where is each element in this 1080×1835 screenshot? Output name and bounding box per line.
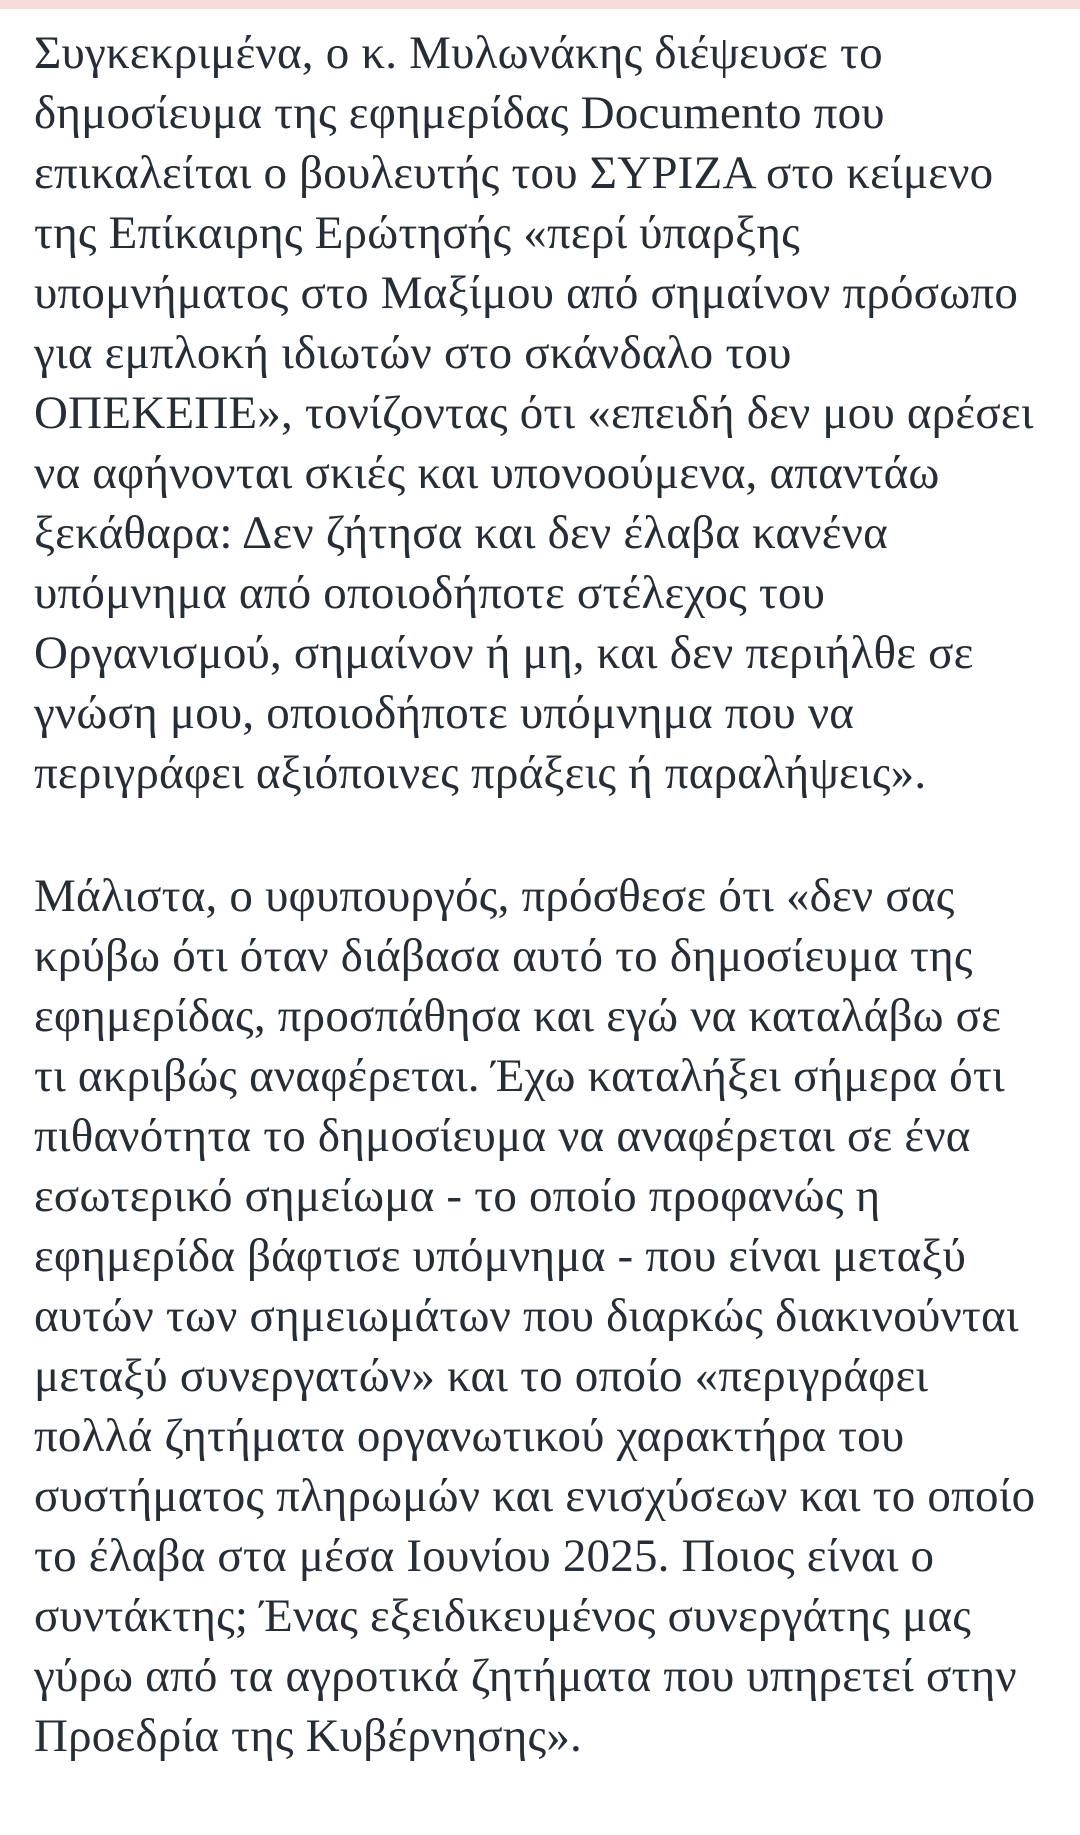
article-paragraph-1: Συγκεκριμένα, ο κ. Μυλωνάκης διέψευσε το δημοσίευμα της εφημερίδας Documento που επικαλείται ο βουλευτής του ΣΥΡΙΖΑ στο κείμενο της Επίκαιρης Ερώτησής «περί ύπαρξης υπομνήματος στο Μαξίμου από σημαίνον πρόσωπο για εμπλοκή ιδιωτών στο σκάνδαλο του ΟΠΕΚΕΠΕ», τονίζοντας ότι «επειδή δεν μου αρέσει να αφήνονται σκιές και υπονοούμενα, απαντάω ξεκάθαρα: Δεν ζήτησα και δεν έλαβα κανένα υπόμνημα από οποιοδήποτε στέλεχος του Οργανισμού, σημαίνον ή μη, και δεν περιήλθε σε γνώση μου, οποιοδήποτε υπόμνημα που να περιγράφει αξιόποινες πράξεις ή παραλήψεις». — [34, 27, 1034, 799]
article-paragraph-2: Μάλιστα, ο υφυπουργός, πρόσθεσε ότι «δεν σας κρύβω ότι όταν διάβασα αυτό το δημοσίευμα της εφημερίδας, προσπάθησα και εγώ να καταλάβω σε τι ακριβώς αναφέρεται. Έχω καταλήξει σήμερα ότι πιθανότητα το δημοσίευμα να αναφέρεται σε ένα εσωτερικό σημείωμα - το οποίο προφανώς η εφημερίδα βάφτισε υπόμνημα - που είναι μεταξύ αυτών των σημειωμάτων που διαρκώς διακινούνται μεταξύ συνεργατών» και το οποίο «περιγράφει πολλά ζητήματα οργανωτικού χαρακτήρα του συστήματος πληρωμών και ενισχύσεων και το οποίο το έλαβα στα μέσα Ιουνίου 2025. Ποιος είναι ο συντάκτης; Ένας εξειδικευμένος συνεργάτης μας γύρω από τα αγροτικά ζητήματα που υπηρετεί στην Προεδρία της Κυβέρνησης». — [34, 870, 1036, 1762]
article-body — [0, 9, 1080, 1766]
top-accent-strip — [0, 0, 1080, 9]
